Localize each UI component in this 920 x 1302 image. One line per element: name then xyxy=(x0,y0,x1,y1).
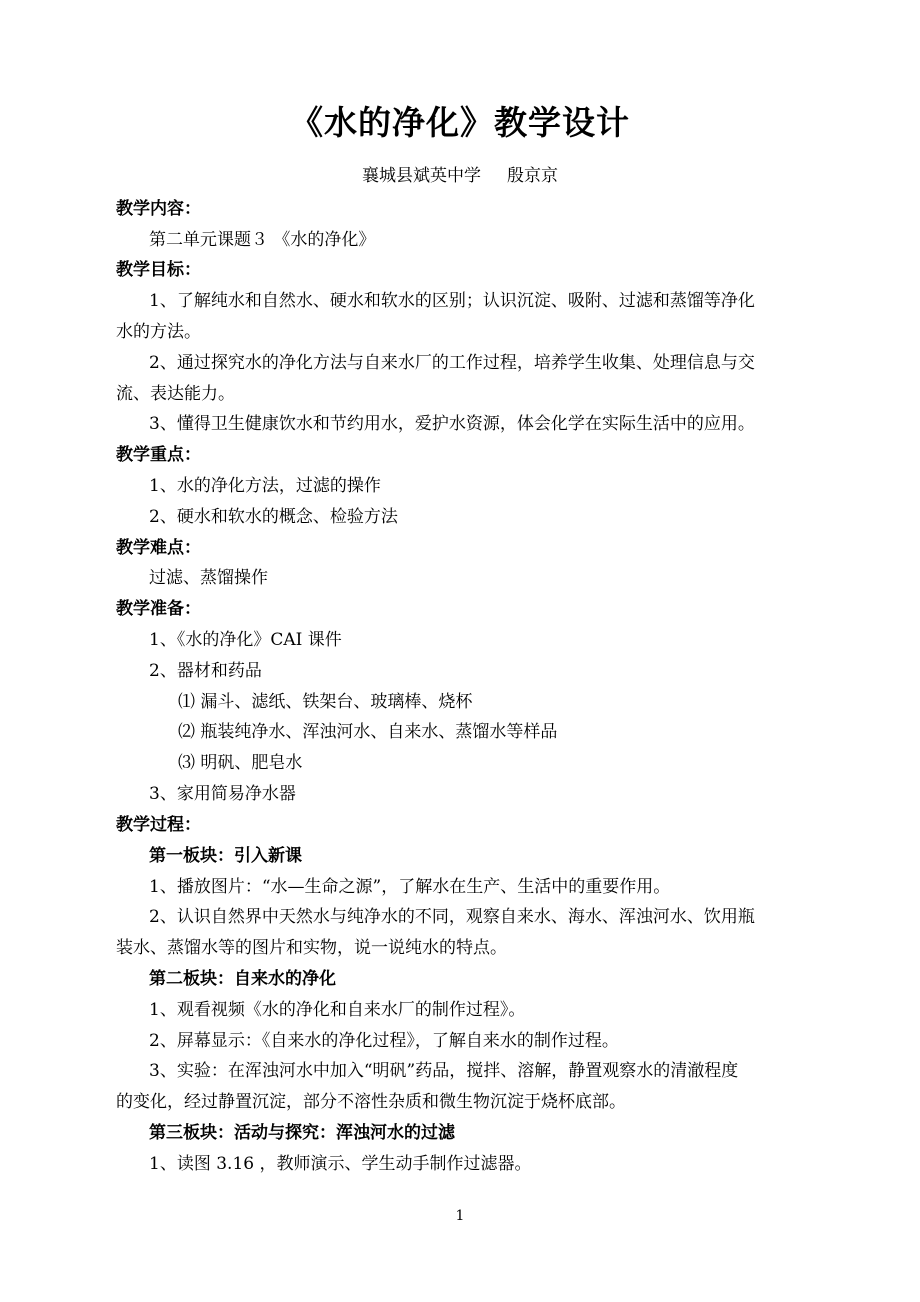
document-title: 《水的净化》教学设计 xyxy=(290,103,630,142)
block-1-item-1: 1、播放图片：“水—生命之源”，了解水在生产、生活中的重要作用。 xyxy=(149,877,671,897)
prep-subitem-1: ⑴ 漏斗、滤纸、铁架台、玻璃棒、烧杯 xyxy=(178,692,473,712)
block-2-item-1: 1、观看视频《水的净化和自来水厂的制作过程》。 xyxy=(149,1000,526,1020)
author-line xyxy=(0,165,920,187)
block-3-item-1: 1、读图 3.16 ，教师演示、学生动手制作过滤器。 xyxy=(149,1154,532,1174)
block-2-item-2: 2、屏幕显示：《自来水的净化过程》，了解自来水的制作过程。 xyxy=(149,1031,619,1051)
block-1-item-2-line-1: 2、认识自然界中天然水与纯净水的不同，观察自来水、海水、浑浊河水、饮用瓶 xyxy=(149,907,755,927)
prep-item-1: 1、《水的净化》CAI 课件 xyxy=(149,630,342,650)
author-name: 殷京京 xyxy=(507,166,558,186)
prep-subitem-3: ⑶ 明矾、肥皂水 xyxy=(178,753,303,773)
block-1-heading: 第一板块：引入新课 xyxy=(149,846,302,866)
prep-item-2: 2、器材和药品 xyxy=(149,661,262,681)
goal-3: 3、懂得卫生健康饮水和节约用水，爱护水资源，体会化学在实际生活中的应用。 xyxy=(149,414,755,434)
section-heading-key-points: 教学重点： xyxy=(116,445,201,465)
goal-1-line-2: 水的方法。 xyxy=(116,322,201,342)
block-1-item-2-line-2: 装水、蒸馏水等的图片和实物，说一说纯水的特点。 xyxy=(116,938,507,958)
section-heading-content: 教学内容： xyxy=(116,199,201,219)
goal-2-line-1: 2、通过探究水的净化方法与自来水厂的工作过程，培养学生收集、处理信息与交 xyxy=(149,353,755,373)
key-point-1: 1、水的净化方法，过滤的操作 xyxy=(149,476,381,496)
prep-subitem-2: ⑵ 瓶装纯净水、浑浊河水、自来水、蒸馏水等样品 xyxy=(178,722,558,742)
block-2-heading: 第二板块：自来水的净化 xyxy=(149,969,336,989)
prep-item-3: 3、家用简易净水器 xyxy=(149,784,296,804)
difficulty-1: 过滤、蒸馏操作 xyxy=(149,568,268,588)
section-heading-goals: 教学目标： xyxy=(116,260,201,280)
goal-1-line-1: 1、了解纯水和自然水、硬水和软水的区别；认识沉淀、吸附、过滤和蒸馏等净化 xyxy=(149,291,755,311)
block-2-item-3-line-2: 的变化，经过静置沉淀，部分不溶性杂质和微生物沉淀于烧杯底部。 xyxy=(116,1092,626,1112)
content-line: 第二单元课题３ 《水的净化》 xyxy=(149,230,376,250)
author-school: 襄城县斌英中学 xyxy=(362,166,481,186)
section-heading-preparation: 教学准备： xyxy=(116,599,201,619)
block-2-item-3-line-1: 3、实验：在浑浊河水中加入“明矾”药品，搅拌、溶解，静置观察水的清澈程度 xyxy=(149,1061,739,1081)
goal-2-line-2: 流、表达能力。 xyxy=(116,384,235,404)
block-3-heading: 第三板块：活动与探究：浑浊河水的过滤 xyxy=(149,1123,455,1143)
section-heading-difficulties: 教学难点： xyxy=(116,538,201,558)
section-heading-process: 教学过程： xyxy=(116,815,201,835)
page-number: 1 xyxy=(455,1208,465,1224)
key-point-2: 2、硬水和软水的概念、检验方法 xyxy=(149,507,398,527)
